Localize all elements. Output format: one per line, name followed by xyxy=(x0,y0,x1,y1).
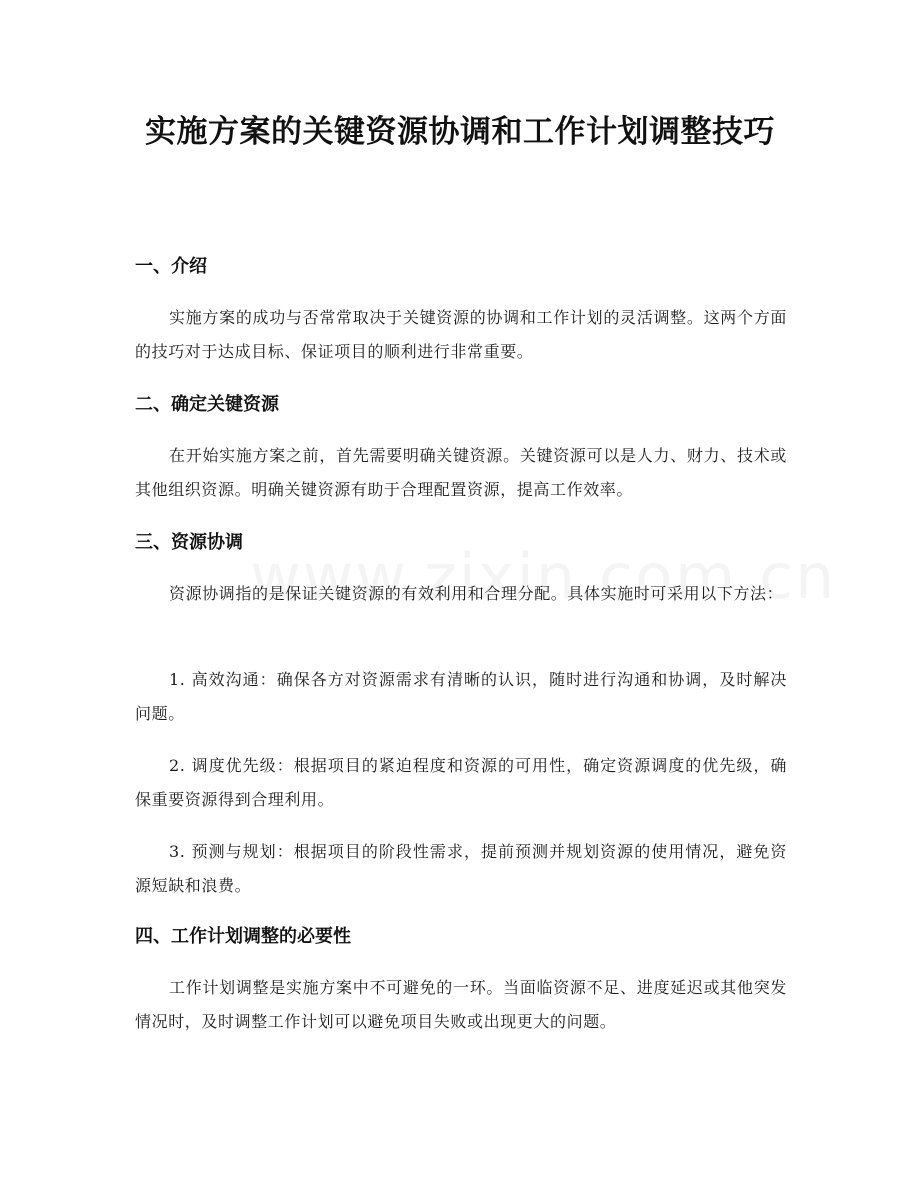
section-heading-resource-coordination: 三、资源协调 xyxy=(135,532,243,553)
section-heading-intro: 一、介绍 xyxy=(135,256,207,277)
list-item: 1. 高效沟通：确保各方对资源需求有清晰的认识，随时进行沟通和协调，及时解决问题。 xyxy=(135,670,787,723)
list-item: 2. 调度优先级：根据项目的紧迫程度和资源的可用性，确定资源调度的优先级，确保重要资源得到合理利用。 xyxy=(135,756,787,809)
paragraph: 资源协调指的是保证关键资源的有效利用和合理分配。具体实施时可采用以下方法： xyxy=(169,584,784,603)
paragraph: 实施方案的成功与否常常取决于关键资源的协调和工作计划的灵活调整。这两个方面的技巧对于达成目标、保证项目的顺利进行非常重要。 xyxy=(135,308,787,361)
list-item: 3. 预测与规划：根据项目的阶段性需求，提前预测并规划资源的使用情况，避免资源短缺和浪费。 xyxy=(135,842,787,895)
paragraph: 在开始实施方案之前，首先需要明确关键资源。关键资源可以是人力、财力、技术或其他组织资源。明确关键资源有助于合理配置资源，提高工作效率。 xyxy=(135,446,787,499)
document-title: 实施方案的关键资源协调和工作计划调整技巧 xyxy=(145,114,775,150)
section-heading-key-resources: 二、确定关键资源 xyxy=(135,394,279,415)
paragraph: 工作计划调整是实施方案中不可避免的一环。当面临资源不足、进度延迟或其他突发情况时，及时调整工作计划可以避免项目失败或出现更大的问题。 xyxy=(135,978,787,1031)
section-heading-plan-adjustment: 四、工作计划调整的必要性 xyxy=(135,926,351,947)
